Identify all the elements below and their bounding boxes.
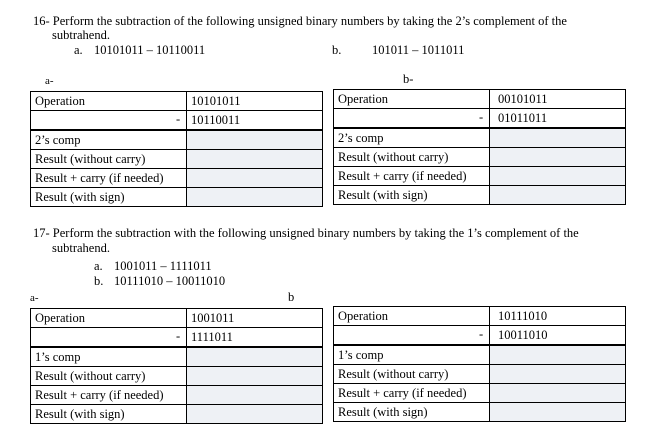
answer-cell[interactable] — [187, 347, 323, 367]
subtrahend-cell — [479, 109, 626, 129]
operation-label: Operation — [334, 307, 490, 326]
minuend-cell: 10111010 — [490, 307, 626, 326]
q17-table-a-label: a- — [30, 292, 39, 304]
q16-table-b-label: b- — [403, 72, 414, 86]
q16-part-a-expr: 10101011 – 10110011 — [94, 43, 206, 57]
answer-cell[interactable] — [490, 167, 626, 186]
answer-cell[interactable] — [490, 128, 626, 148]
row-label: Result (without carry) — [334, 148, 490, 167]
subtrahend-value: 01011011 — [498, 111, 548, 125]
answer-cell[interactable] — [490, 148, 626, 167]
row-label: 2’s comp — [334, 128, 490, 148]
answer-cell[interactable] — [187, 405, 323, 424]
row-label: Result (with sign) — [31, 405, 187, 424]
q16-part-b-label: b. — [332, 43, 342, 57]
answer-cell[interactable] — [490, 365, 626, 384]
row-label: Result + carry (if needed) — [31, 169, 187, 188]
q16-table-b — [333, 89, 626, 205]
blank-cell — [334, 109, 490, 129]
row-label: Result (without carry) — [31, 150, 187, 169]
q16-table-a-label: a- — [45, 75, 54, 87]
subtrahend-cell — [176, 111, 323, 131]
q17-question-cont: subtrahend. — [52, 241, 110, 255]
q17-table-b — [333, 306, 626, 422]
answer-cell[interactable] — [187, 367, 323, 386]
q16-part-b-expr: 101011 – 1011011 — [372, 43, 465, 57]
row-label: Result + carry (if needed) — [334, 167, 490, 186]
answer-cell[interactable] — [187, 150, 323, 169]
operation-label: Operation — [334, 90, 490, 109]
q16-question-cont: subtrahend. — [52, 28, 110, 42]
answer-cell[interactable] — [490, 345, 626, 365]
q17-table-b-label: b — [288, 290, 295, 304]
minus-sign: - — [479, 110, 484, 124]
minus-sign: - — [176, 329, 181, 343]
row-label: Result (without carry) — [334, 365, 490, 384]
answer-cell[interactable] — [490, 186, 626, 205]
blank-cell — [31, 328, 187, 348]
q17-part-a-label: a. — [94, 259, 103, 273]
minus-sign: - — [479, 327, 484, 341]
row-label: Result + carry (if needed) — [31, 386, 187, 405]
operation-label: Operation — [31, 309, 187, 328]
row-label: 2’s comp — [31, 130, 187, 150]
answer-cell[interactable] — [187, 386, 323, 405]
answer-cell[interactable] — [187, 169, 323, 188]
minuend-cell: 10101011 — [187, 92, 323, 111]
minus-sign: - — [176, 112, 181, 126]
subtrahend-value: 1111011 — [191, 330, 233, 344]
q17-part-b-label: b. — [94, 274, 104, 288]
q16-table-a — [30, 91, 323, 207]
answer-cell[interactable] — [187, 130, 323, 150]
q17-table-a — [30, 308, 323, 424]
subtrahend-value: 10110011 — [191, 113, 241, 127]
minuend-cell: 00101011 — [490, 90, 626, 109]
operation-label: Operation — [31, 92, 187, 111]
row-label: Result (without carry) — [31, 367, 187, 386]
row-label: 1’s comp — [334, 345, 490, 365]
row-label: Result (with sign) — [31, 188, 187, 207]
row-label: Result (with sign) — [334, 403, 490, 422]
answer-cell[interactable] — [187, 188, 323, 207]
answer-cell[interactable] — [490, 384, 626, 403]
row-label: Result (with sign) — [334, 186, 490, 205]
q17-question: 17- Perform the subtraction with the following unsigned binary numbers by taking the 1’s complement of the — [33, 226, 579, 240]
subtrahend-value: 10011010 — [498, 328, 548, 342]
q17-part-a-expr: 1001011 – 1111011 — [114, 259, 212, 273]
row-label: 1’s comp — [31, 347, 187, 367]
row-label: Result + carry (if needed) — [334, 384, 490, 403]
subtrahend-cell — [479, 326, 626, 346]
q17-part-b-expr: 10111010 – 10011010 — [114, 274, 226, 288]
answer-cell[interactable] — [490, 403, 626, 422]
minuend-cell: 1001011 — [187, 309, 323, 328]
subtrahend-cell — [176, 328, 323, 348]
blank-cell — [31, 111, 187, 131]
blank-cell — [334, 326, 490, 346]
q16-part-a-label: a. — [74, 43, 83, 57]
q16-question: 16- Perform the subtraction of the following unsigned binary numbers by taking the 2’s complement of the — [33, 14, 567, 28]
